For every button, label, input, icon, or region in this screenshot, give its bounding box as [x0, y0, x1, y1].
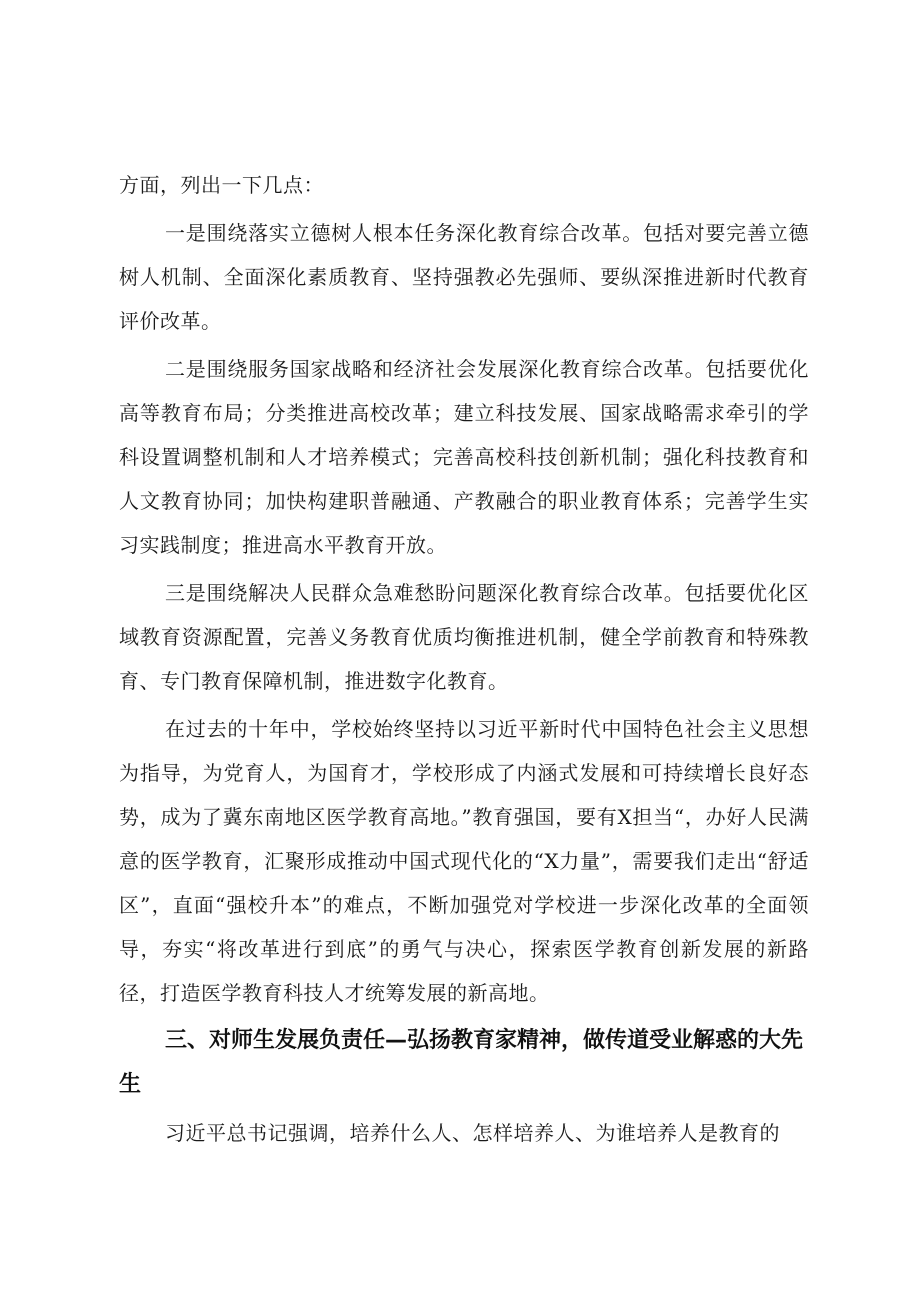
paragraph-point-one: 一是围绕落实立德树人根本任务深化教育综合改革。包括对要完善立德树人机制、全面深化素质教育、坚持强教必先强师、要纵深推进新时代教育评价改革。 [119, 221, 809, 333]
paragraph-closing: 习近平总书记强调，培养什么人、怎样培养人、为谁培养人是教育的 [165, 1121, 780, 1145]
paragraph-point-two: 二是围绕服务国家战略和经济社会发展深化教育综合改革。包括要优化高等教育布局；分类推进高校改革；建立科技发展、国家战略需求牵引的学科设置调整机制和人才培养模式；完善高校科技创新机制；强化科技教育和人文教育协同；加快构建职普融通、产教融合的职业教育体系；完善学生实习实践制度；推进高水平教育开放。 [119, 357, 809, 557]
paragraph-point-three: 三是围绕解决人民群众急难愁盼问题深化教育综合改革。包括要优化区域教育资源配置，完善义务教育优质均衡推进机制，健全学前教育和特殊教育、专门教育保障机制，推进数字化教育。 [119, 581, 809, 693]
section-heading: 三、对师生发展负责任—弘扬教育家精神，做传道受业解惑的大先生 [119, 1028, 804, 1097]
paragraph-school-decade: 在过去的十年中，学校始终坚持以习近平新时代中国特色社会主义思想为指导，为党育人，为国育才，学校形成了内涵式发展和可持续增长良好态势，成为了冀东南地区医学教育高地。”教育强国，要有X担当“，办好人民满意的医学教育，汇聚形成推动中国式现代化的“X力量”，需要我们走出“舒适区”，直面“强校升本”的难点，不断加强党对学校进一步深化改革的全面领导，夯实“将改革进行到底”的勇气与决心，探索医学教育创新发展的新路径，打造医学教育科技人才统筹发展的新高地。 [119, 717, 809, 1005]
paragraph-continuation: 方面，列出一下几点： [119, 173, 324, 197]
document-body [119, 163, 809, 1159]
